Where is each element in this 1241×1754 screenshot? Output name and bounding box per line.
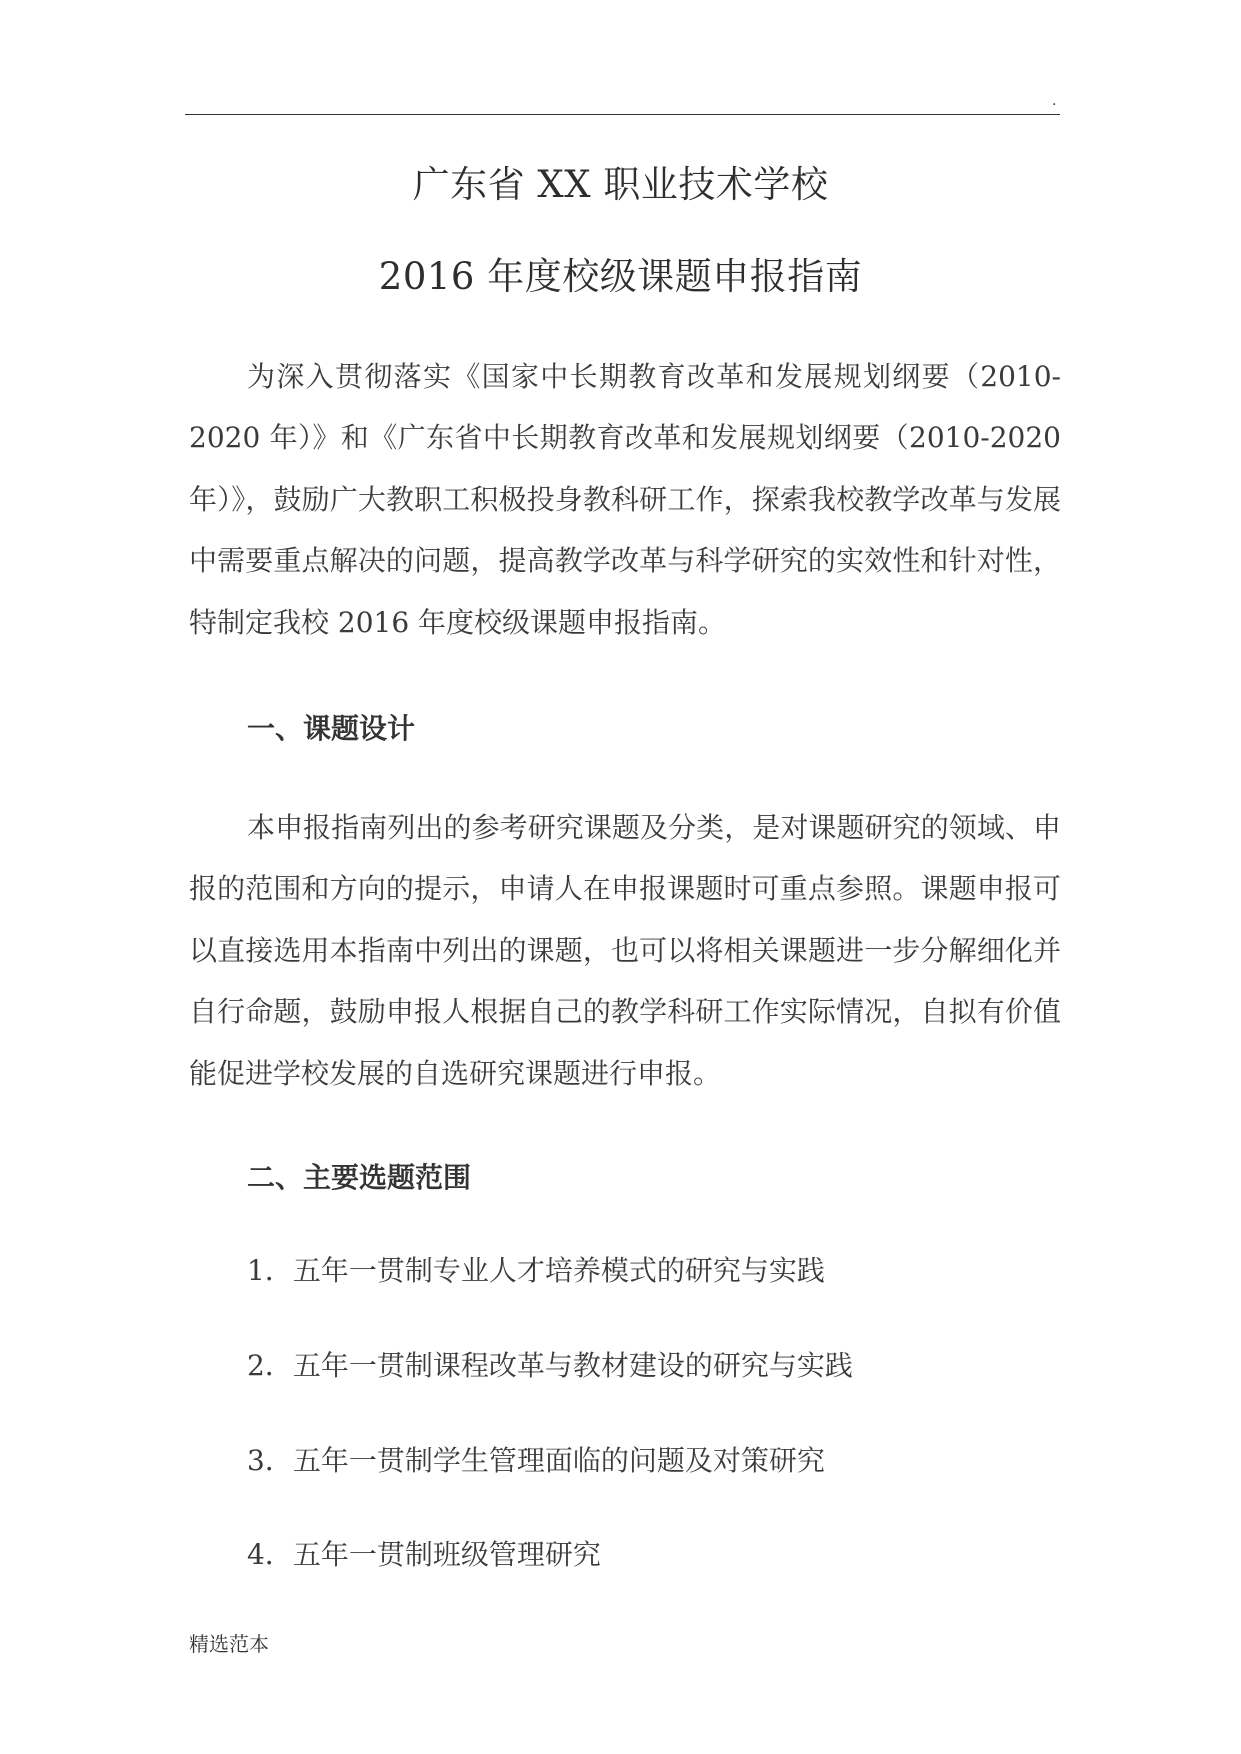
- header-mark: .: [1052, 93, 1057, 109]
- intro-paragraph: 为深入贯彻落实《国家中长期教育改革和发展规划纲要（2010-2020 年）》和《广东省中长期教育改革和发展规划纲要（2010-2020 年）》，鼓励广大教职工积极投身教科研工作，探索我校教学改革与发展中需要重点解决的问题，提高教学改革与科学研究的实效性和针对性，特制定我校 2016 年度校级课题申报指南。: [189, 360, 1061, 639]
- list-item: 4．五年一贯制班级管理研究: [247, 1538, 601, 1571]
- footer-text: 精选范本: [189, 1632, 269, 1656]
- section-heading-design: 一、课题设计: [247, 712, 416, 745]
- header-rule: [185, 114, 1060, 115]
- section-design-paragraph: 本申报指南列出的参考研究课题及分类，是对课题研究的领域、申报的范围和方向的提示，申请人在申报课题时可重点参照。课题申报可以直接选用本指南中列出的课题，也可以将相关课题进一步分解细化并自行命题，鼓励申报人根据自己的教学科研工作实际情况，自拟有价值能促进学校发展的自选研究课题进行申报。: [189, 811, 1061, 1090]
- document-title-line-1: 广东省 XX 职业技术学校: [412, 163, 829, 206]
- list-item: 2．五年一贯制课程改革与教材建设的研究与实践: [247, 1349, 853, 1382]
- list-item: 3．五年一贯制学生管理面临的问题及对策研究: [247, 1444, 825, 1477]
- section-heading-scope: 二、主要选题范围: [247, 1161, 472, 1194]
- document-title-line-2: 2016 年度校级课题申报指南: [378, 255, 863, 298]
- list-item: 1．五年一贯制专业人才培养模式的研究与实践: [247, 1254, 825, 1287]
